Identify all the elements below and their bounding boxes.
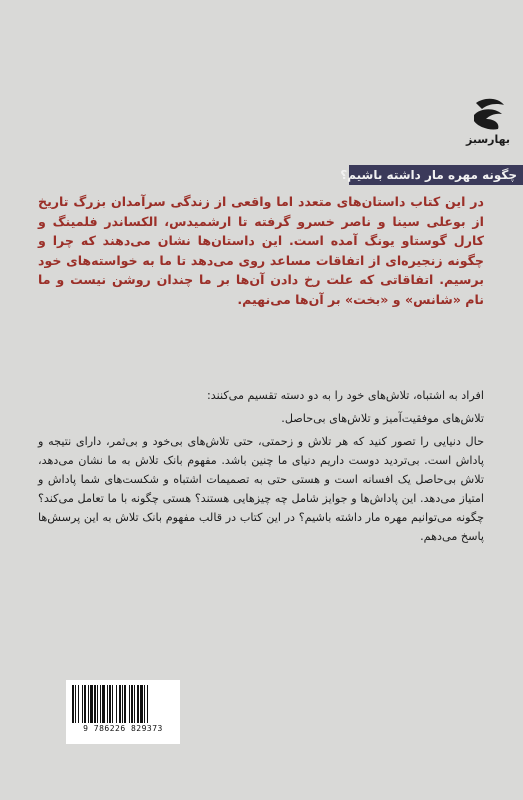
barcode-icon: [72, 685, 174, 723]
barcode-bar: [112, 685, 113, 723]
barcode-bar: [72, 685, 74, 723]
barcode-bar: [116, 685, 117, 723]
book-title-bar: چگونه مهره مار داشته باشیم؟: [349, 165, 523, 185]
body-paragraph-2: تلاش‌های موفقیت‌آمیز و تلاش‌های بی‌حاصل.: [281, 412, 484, 425]
barcode-bar: [82, 685, 83, 723]
barcode-bar: [134, 685, 135, 723]
isbn-barcode: [66, 680, 180, 744]
intro-text: در این کتاب داستان‌های متعدد اما واقعی از زندگی سرآمدان بزرگ تاریخ از بوعلی سینا و ناصر خسرو گرفته تا ارشمیدس، الکساندر فلمینگ و کارل گوستاو یونگ آمده است. این داستان‌ها نشان می‌دهند که چرا و چگونه زنجیره‌ای از اتفاقات مساعد روی می‌دهد تا ما به خواسته‌های خود برسیم. اتفاقاتی که علت رخ دادن آن‌ها بر ما چندان روشن نیست و ما نام «شانس» و «بخت» بر آن‌ها می‌نهیم.: [38, 194, 484, 307]
top-blank-area: [0, 0, 523, 160]
barcode-bar: [100, 685, 101, 723]
barcode-bar: [122, 685, 123, 723]
barcode-bar: [124, 685, 126, 723]
body-paragraph-3: حال دنیایی را تصور کنید که هر تلاش و زحمتی، حتی تلاش‌های بی‌خود و بی‌ثمر، دارای نتیجه و پاداش است. بی‌تردید دوست داریم دنیای ما چنین باشد. مفهوم بانک تلاش به ما نشان می‌دهد، تلاش بی‌حاصل یک افسانه است و هستی حتی به تصمیمات اشتباه و شکست‌های شما پاداش و امتیاز می‌دهد. این پاداش‌ها و جوایز شامل چه چیزهایی هستند؟ هستی چگونه با ما تعامل می‌کند؟ چگونه می‌توانیم مهره مار داشته باشیم؟ در این کتاب در قالب مفهوم بانک تلاش به این پرسش‌ها پاسخ می‌دهم.: [38, 435, 484, 543]
publisher-logo-text: بهارسبز: [466, 133, 511, 146]
barcode-bar: [97, 685, 98, 723]
barcode-bar: [90, 685, 93, 723]
publisher-logo: [466, 95, 510, 155]
barcode-bar: [75, 685, 76, 723]
barcode-bar: [88, 685, 89, 723]
barcode-bar: [102, 685, 105, 723]
barcode-bar: [129, 685, 130, 723]
barcode-bar: [140, 685, 143, 723]
barcode-bar: [131, 685, 133, 723]
intro-paragraph: [38, 192, 484, 309]
barcode-bar: [78, 685, 79, 723]
barcode-bar: [144, 685, 145, 723]
barcode-bar: [94, 685, 96, 723]
barcode-bar: [147, 685, 148, 723]
publisher-logo-icon: [466, 95, 510, 133]
barcode-bar: [137, 685, 139, 723]
body-paragraph-1: افراد به اشتباه، تلاش‌های خود را به دو دسته تقسیم می‌کنند:: [206, 389, 484, 402]
barcode-bar: [84, 685, 86, 723]
barcode-bar: [109, 685, 111, 723]
description-text: [38, 386, 484, 546]
barcode-bar: [107, 685, 108, 723]
isbn-number: 9 786226 829373: [83, 724, 163, 733]
barcode-bar: [119, 685, 121, 723]
